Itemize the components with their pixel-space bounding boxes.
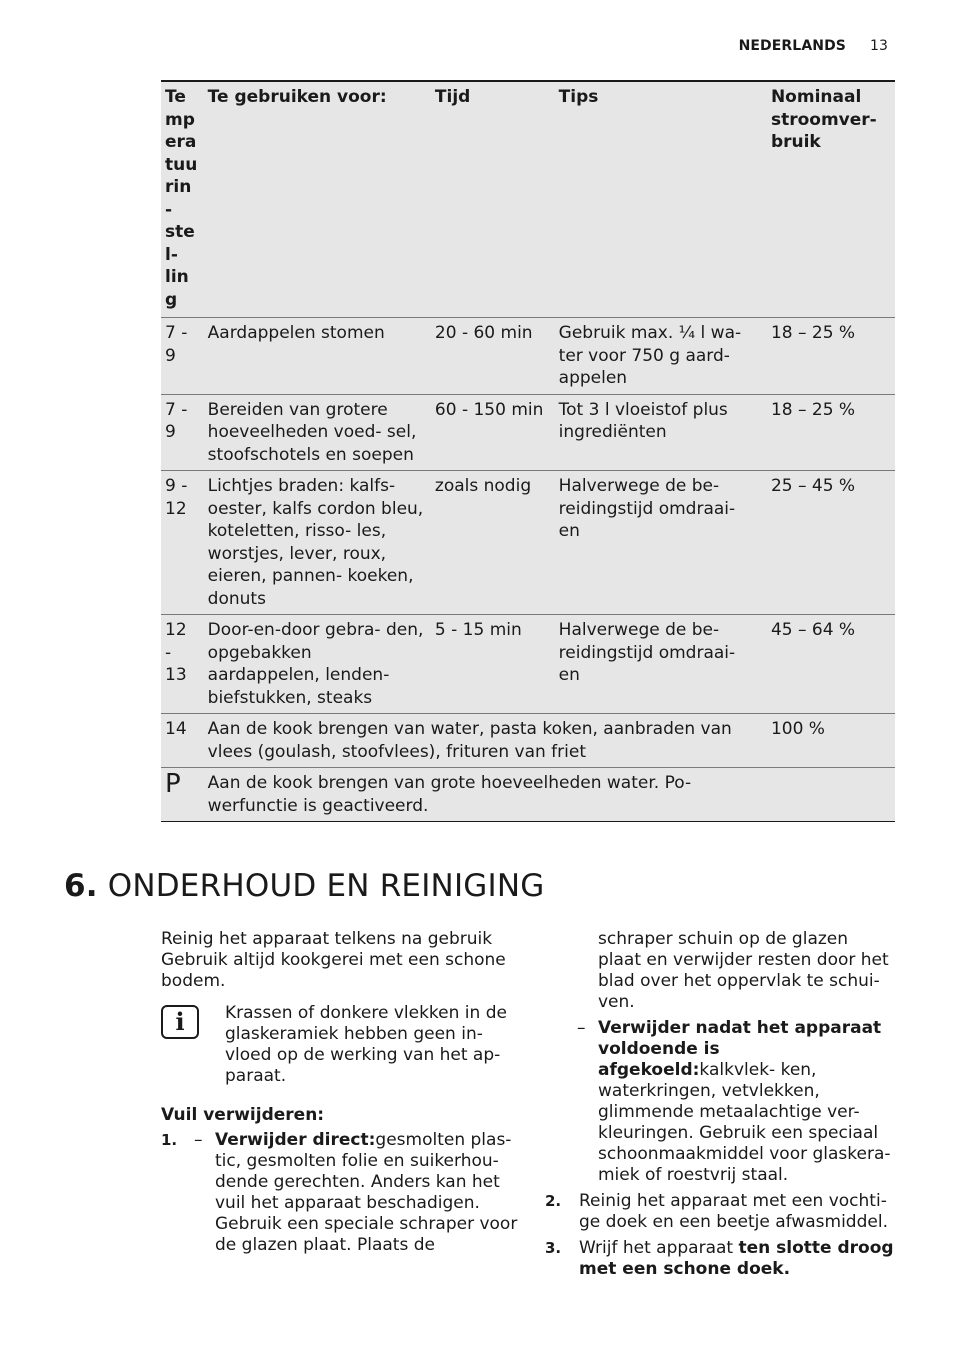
- cell-power-empty: [767, 768, 895, 822]
- heat-settings-table: [161, 80, 895, 822]
- step-body: gesmolten plas- tic, gesmolten folie en suikerhou- dende gerechten. Anders kan het vuil het apparaat beschadigen. Gebruik een speciale schraper voor de glazen plaat. Plaats de: [215, 1130, 518, 1255]
- page-header: [739, 38, 888, 54]
- info-note: [161, 1003, 521, 1087]
- table-row: [161, 471, 895, 615]
- left-column: [161, 929, 521, 1256]
- step-text: [579, 1238, 895, 1280]
- col-header-setting: Te mp era tuu rin- stel- lin g: [161, 81, 204, 318]
- table-row: [161, 394, 895, 471]
- cell-use: Door-en-door gebra- den, opgebakken aardappelen, lenden- biefstukken, steaks: [204, 615, 431, 714]
- cell-time: 5 - 15 min: [431, 615, 555, 714]
- cell-time: zoals nodig: [431, 471, 555, 615]
- cell-use: Lichtjes braden: kalfs- oester, kalfs cordon bleu, koteletten, risso- les, worstjes, lever, roux, eieren, pannen- koeken, donuts: [204, 471, 431, 615]
- step-text: Reinig het apparaat met een vochti- ge doek en een beetje afwasmiddel.: [579, 1191, 888, 1232]
- power-boost-symbol: P: [161, 768, 204, 822]
- right-column: [545, 929, 895, 1280]
- cell-setting: 7 - 9: [161, 318, 204, 395]
- step-1: [161, 1130, 521, 1256]
- cell-power: 45 – 64 %: [767, 615, 895, 714]
- col-header-time: Tijd: [431, 81, 555, 318]
- table-row: [161, 615, 895, 714]
- cell-use: Aardappelen stomen: [204, 318, 431, 395]
- step-2: [545, 1191, 895, 1233]
- cell-tips: Halverwege de be- reidingstijd omdraai- en: [555, 615, 767, 714]
- step-lead: Verwijder nadat het apparaat voldoende is afgekoeld:: [598, 1018, 882, 1080]
- intro-text: Reinig het apparaat telkens na gebruik Gebruik altijd kookgerei met een schone bodem.: [161, 929, 506, 991]
- page-number: 13: [869, 38, 888, 54]
- col-header-power: Nominaal stroomver- bruik: [767, 81, 895, 318]
- step-number: 3.: [545, 1239, 562, 1257]
- step-body: kalkvlek- ken, waterkringen, vetvlekken, glimmende metaalachtige ver- kleuringen. Gebruik een speciaal schoonmaakmiddel voor glaskera- miek of roestvrij staal.: [598, 1060, 891, 1185]
- cell-setting: 12 - 13: [161, 615, 204, 714]
- step-1-continuation: schraper schuin op de glazen plaat en verwijder resten door het blad over het oppervlak te schui- ven.: [598, 929, 889, 1012]
- step-text: [598, 1018, 895, 1186]
- cell-power: 100 %: [767, 714, 895, 768]
- cell-setting: 7 - 9: [161, 394, 204, 471]
- cell-tips: Tot 3 l vloeistof plus ingrediënten: [555, 394, 767, 471]
- cell-use: Bereiden van grotere hoeveelheden voed- sel, stoofschotels en soepen: [204, 394, 431, 471]
- table-header-row: [161, 81, 895, 318]
- step-number: 1.: [161, 1131, 178, 1149]
- dash: –: [194, 1130, 203, 1150]
- step-3: [545, 1238, 895, 1280]
- col-header-use: Te gebruiken voor:: [204, 81, 431, 318]
- cell-use: Aan de kook brengen van water, pasta koken, aanbraden van vlees (goulash, stoofvlees), frituren van friet: [204, 714, 767, 768]
- step-number: 2.: [545, 1192, 562, 1210]
- cell-power: 18 – 25 %: [767, 318, 895, 395]
- section-title: ONDERHOUD EN REINIGING: [107, 868, 545, 904]
- cell-time: 20 - 60 min: [431, 318, 555, 395]
- table-row-power: [161, 768, 895, 822]
- section-number: 6.: [64, 868, 98, 904]
- col-header-tips: Tips: [555, 81, 767, 318]
- note-text: Krassen of donkere vlekken in de glaskeramiek hebben geen in- vloed op de werking van het ap- paraat.: [225, 1003, 507, 1086]
- info-icon: i: [161, 1005, 199, 1039]
- step-body: Wrijf het apparaat: [579, 1238, 739, 1258]
- cell-tips: Halverwege de be- reidingstijd omdraai- en: [555, 471, 767, 615]
- cell-setting: 14: [161, 714, 204, 768]
- subheading: Vuil verwijderen:: [161, 1105, 325, 1125]
- dash: –: [577, 1018, 586, 1038]
- section-heading: [64, 868, 544, 904]
- table-row-14: [161, 714, 895, 768]
- step-bold: ten slotte droog met een schone doek.: [579, 1238, 894, 1279]
- cell-use: Aan de kook brengen van grote hoeveelheden water. Po- werfunctie is geactiveerd.: [204, 768, 767, 822]
- header-language: NEDERLANDS: [738, 38, 846, 54]
- step-lead: Verwijder direct:: [215, 1130, 376, 1150]
- step-1-sub: [545, 1018, 895, 1186]
- cell-time: 60 - 150 min: [431, 394, 555, 471]
- step-text: [215, 1130, 521, 1256]
- cell-power: 18 – 25 %: [767, 394, 895, 471]
- cell-tips: Gebruik max. ¼ l wa- ter voor 750 g aard- appelen: [555, 318, 767, 395]
- table-row: [161, 318, 895, 395]
- cell-power: 25 – 45 %: [767, 471, 895, 615]
- cell-setting: 9 - 12: [161, 471, 204, 615]
